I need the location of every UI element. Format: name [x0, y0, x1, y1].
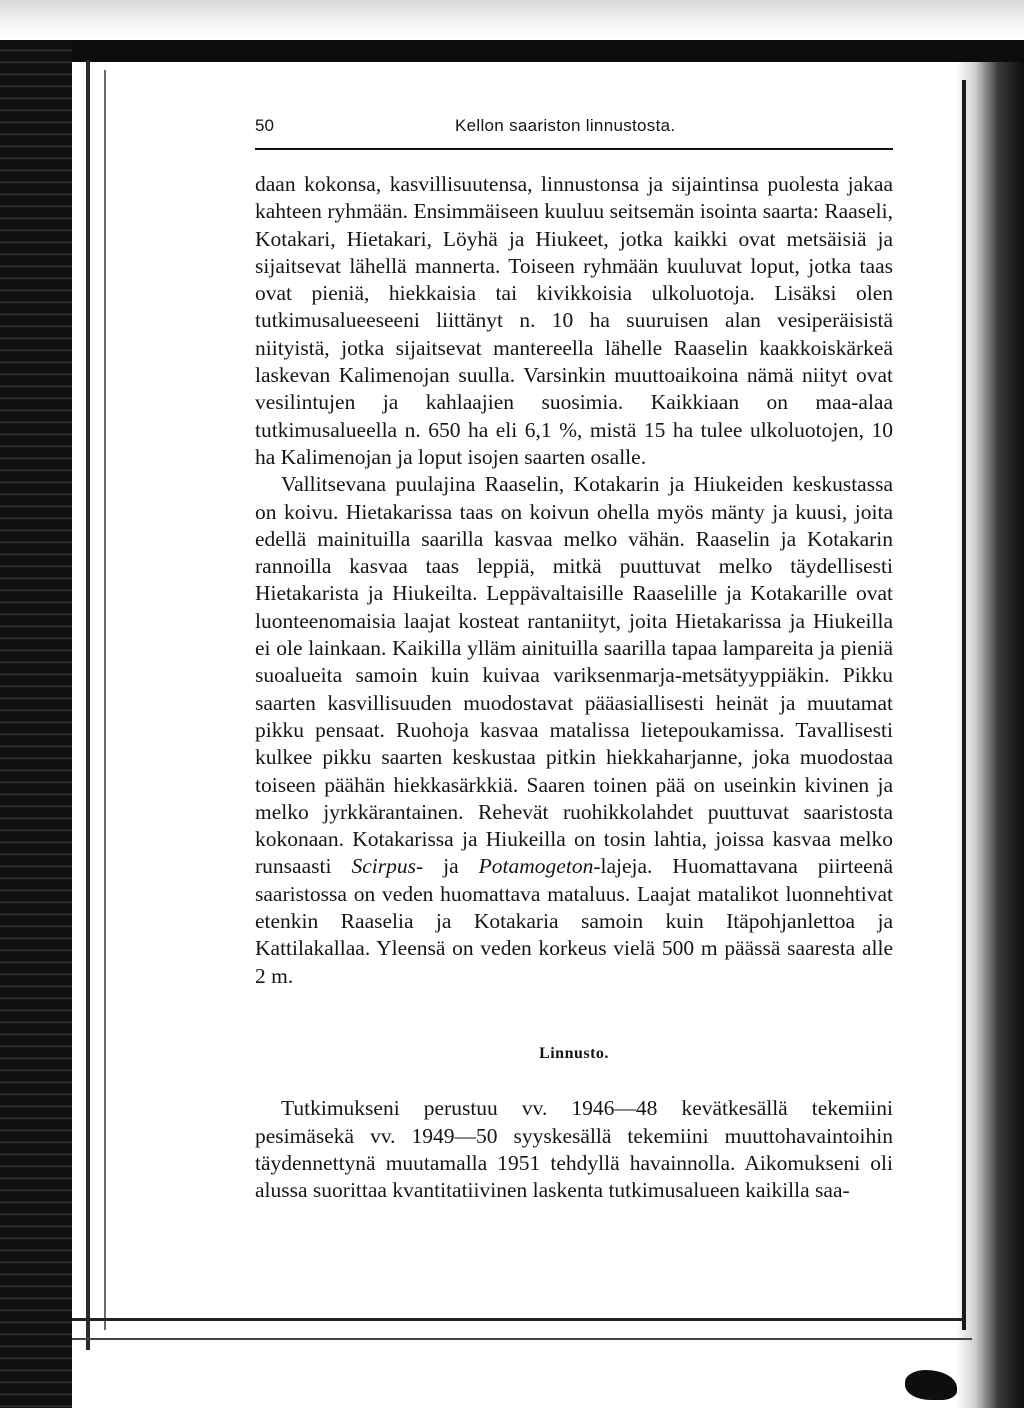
- page-number: 50: [255, 116, 274, 135]
- scan-left-line-thin: [104, 70, 106, 1330]
- scan-left-line: [86, 60, 90, 1350]
- section-heading: Linnusto.: [539, 1044, 609, 1062]
- paragraph-2-part-2: ja: [423, 854, 479, 879]
- running-title: Kellon saariston linnustosta.: [455, 116, 676, 135]
- body-text: [255, 171, 893, 1204]
- scan-right-edge: [956, 62, 1024, 1408]
- paragraph-2: [255, 471, 893, 990]
- scan-bottom-line-2: [72, 1338, 972, 1340]
- running-head: [255, 116, 893, 144]
- italic-scirpus: Scirpus-: [351, 854, 424, 879]
- book-page: [255, 116, 893, 1204]
- paragraph-3: Tutkimukseni perustuu vv. 1946—48 kevätkesällä tekemiini pesimäsekä vv. 1949—50 syyskesällä tekemiini muuttohavaintoihin täydennettynä muutamalla 1951 tehdyllä havainnolla. Aikomukseni oli alussa suorittaa kvantitatiivinen laskenta tutkimusalueen kaikilla saa-: [255, 1096, 893, 1203]
- paragraph-2-part-3: lajeja. Huomattavana piirteenä saaristossa on veden huomattava mataluus. Laajat matalikot luonnehtivat etenkin Raaselia ja Kotakaria samoin kuin Itäpohjanlettoa ja Kattilakallaa. Yleensä on veden korkeus vielä 500 m päässä saaresta alle 2 m.: [255, 854, 894, 988]
- scan-right-rule: [962, 80, 966, 1330]
- italic-potamogeton: Potamogeton-: [478, 854, 601, 879]
- paragraph-2-part-1: Vallitsevana puulajina Raaselin, Kotakarin ja Hiukeiden keskustassa on koivu. Hietakarissa taas on koivun ohella myös mänty ja kuusi, joita edellä mainituilla saarilla kasvaa melko vähän. Raaselin ja Kotakarin rannoilla kasvaa taas leppiä, mitkä puuttuvat melko täydellisesti Hietakarista ja Hiukeilta. Leppävaltaisille Raaselille ja Kotakarille ovat luonteenomaisia laajat kosteat rantaniityt, joita Hietakarissa ja Hiukeilla ei ole lainkaan. Kaikilla ylläm ainituilla saarilla tapaa lampareita ja pieniä suoalueita samoin kuin kuivaa variksenmarja-metsätyyppiäkin. Pikku saarten kasvillisuuden muodostavat pääasiallisesti heinät ja muutamat pikku pensaat. Ruohoja kasvaa matalissa lietepoukamissa. Tavallisesti kulkee pikku saarten keskustaa pitkin hiekkaharjanne, joka muodostaa toiseen päähän hiekkasärkkiä. Saaren toinen pää on useinkin kivinen ja melko jyrkkärantainen. Rehevät ruohikkolahdet puuttuvat saaristosta kokonaan. Kotakarissa ja Hiukeilla on tosin lahtia, joissa kasvaa melko runsaasti: [255, 472, 893, 879]
- scan-left-edge: [0, 40, 72, 1408]
- scan-ink-blot: [905, 1370, 957, 1400]
- scan-top-edge: [0, 0, 1024, 40]
- header-rule: [255, 148, 893, 150]
- scan-bottom-line: [72, 1318, 962, 1321]
- paragraph-1: daan kokonsa, kasvillisuutensa, linnustonsa ja sijaintinsa puolesta jakaa kahteen ryhmään. Ensimmäiseen kuuluu seitsemän isointa saarta: Raaseli, Kotakari, Hietakari, Löyhä ja Hiukeet, jotka kaikki ovat metsäisiä ja sijaitsevat lähellä mannerta. Toiseen ryhmään kuuluvat loput, jotka taas ovat pieniä, hiekkaisia tai kivikkoisia ulkoluotoja. Lisäksi olen tutkimusalueeseeni liittänyt n. 10 ha suuruisen alan vesiperäisistä niityistä, jotka sijaitsevat mantereella lähelle Raaselin kaakkoiskärkeä laskevan Kalimenojan suulla. Varsinkin muuttoaikoina nämä niityt ovat vesilintujen ja kahlaajien suosimia. Kaikkiaan on maa-alaa tutkimusalueella n. 650 ha eli 6,1 %, mistä 15 ha tulee ulkoluotojen, 10 ha Kalimenojan ja loput isojen saarten osalle.: [255, 172, 893, 469]
- scan-top-bar: [30, 40, 1024, 62]
